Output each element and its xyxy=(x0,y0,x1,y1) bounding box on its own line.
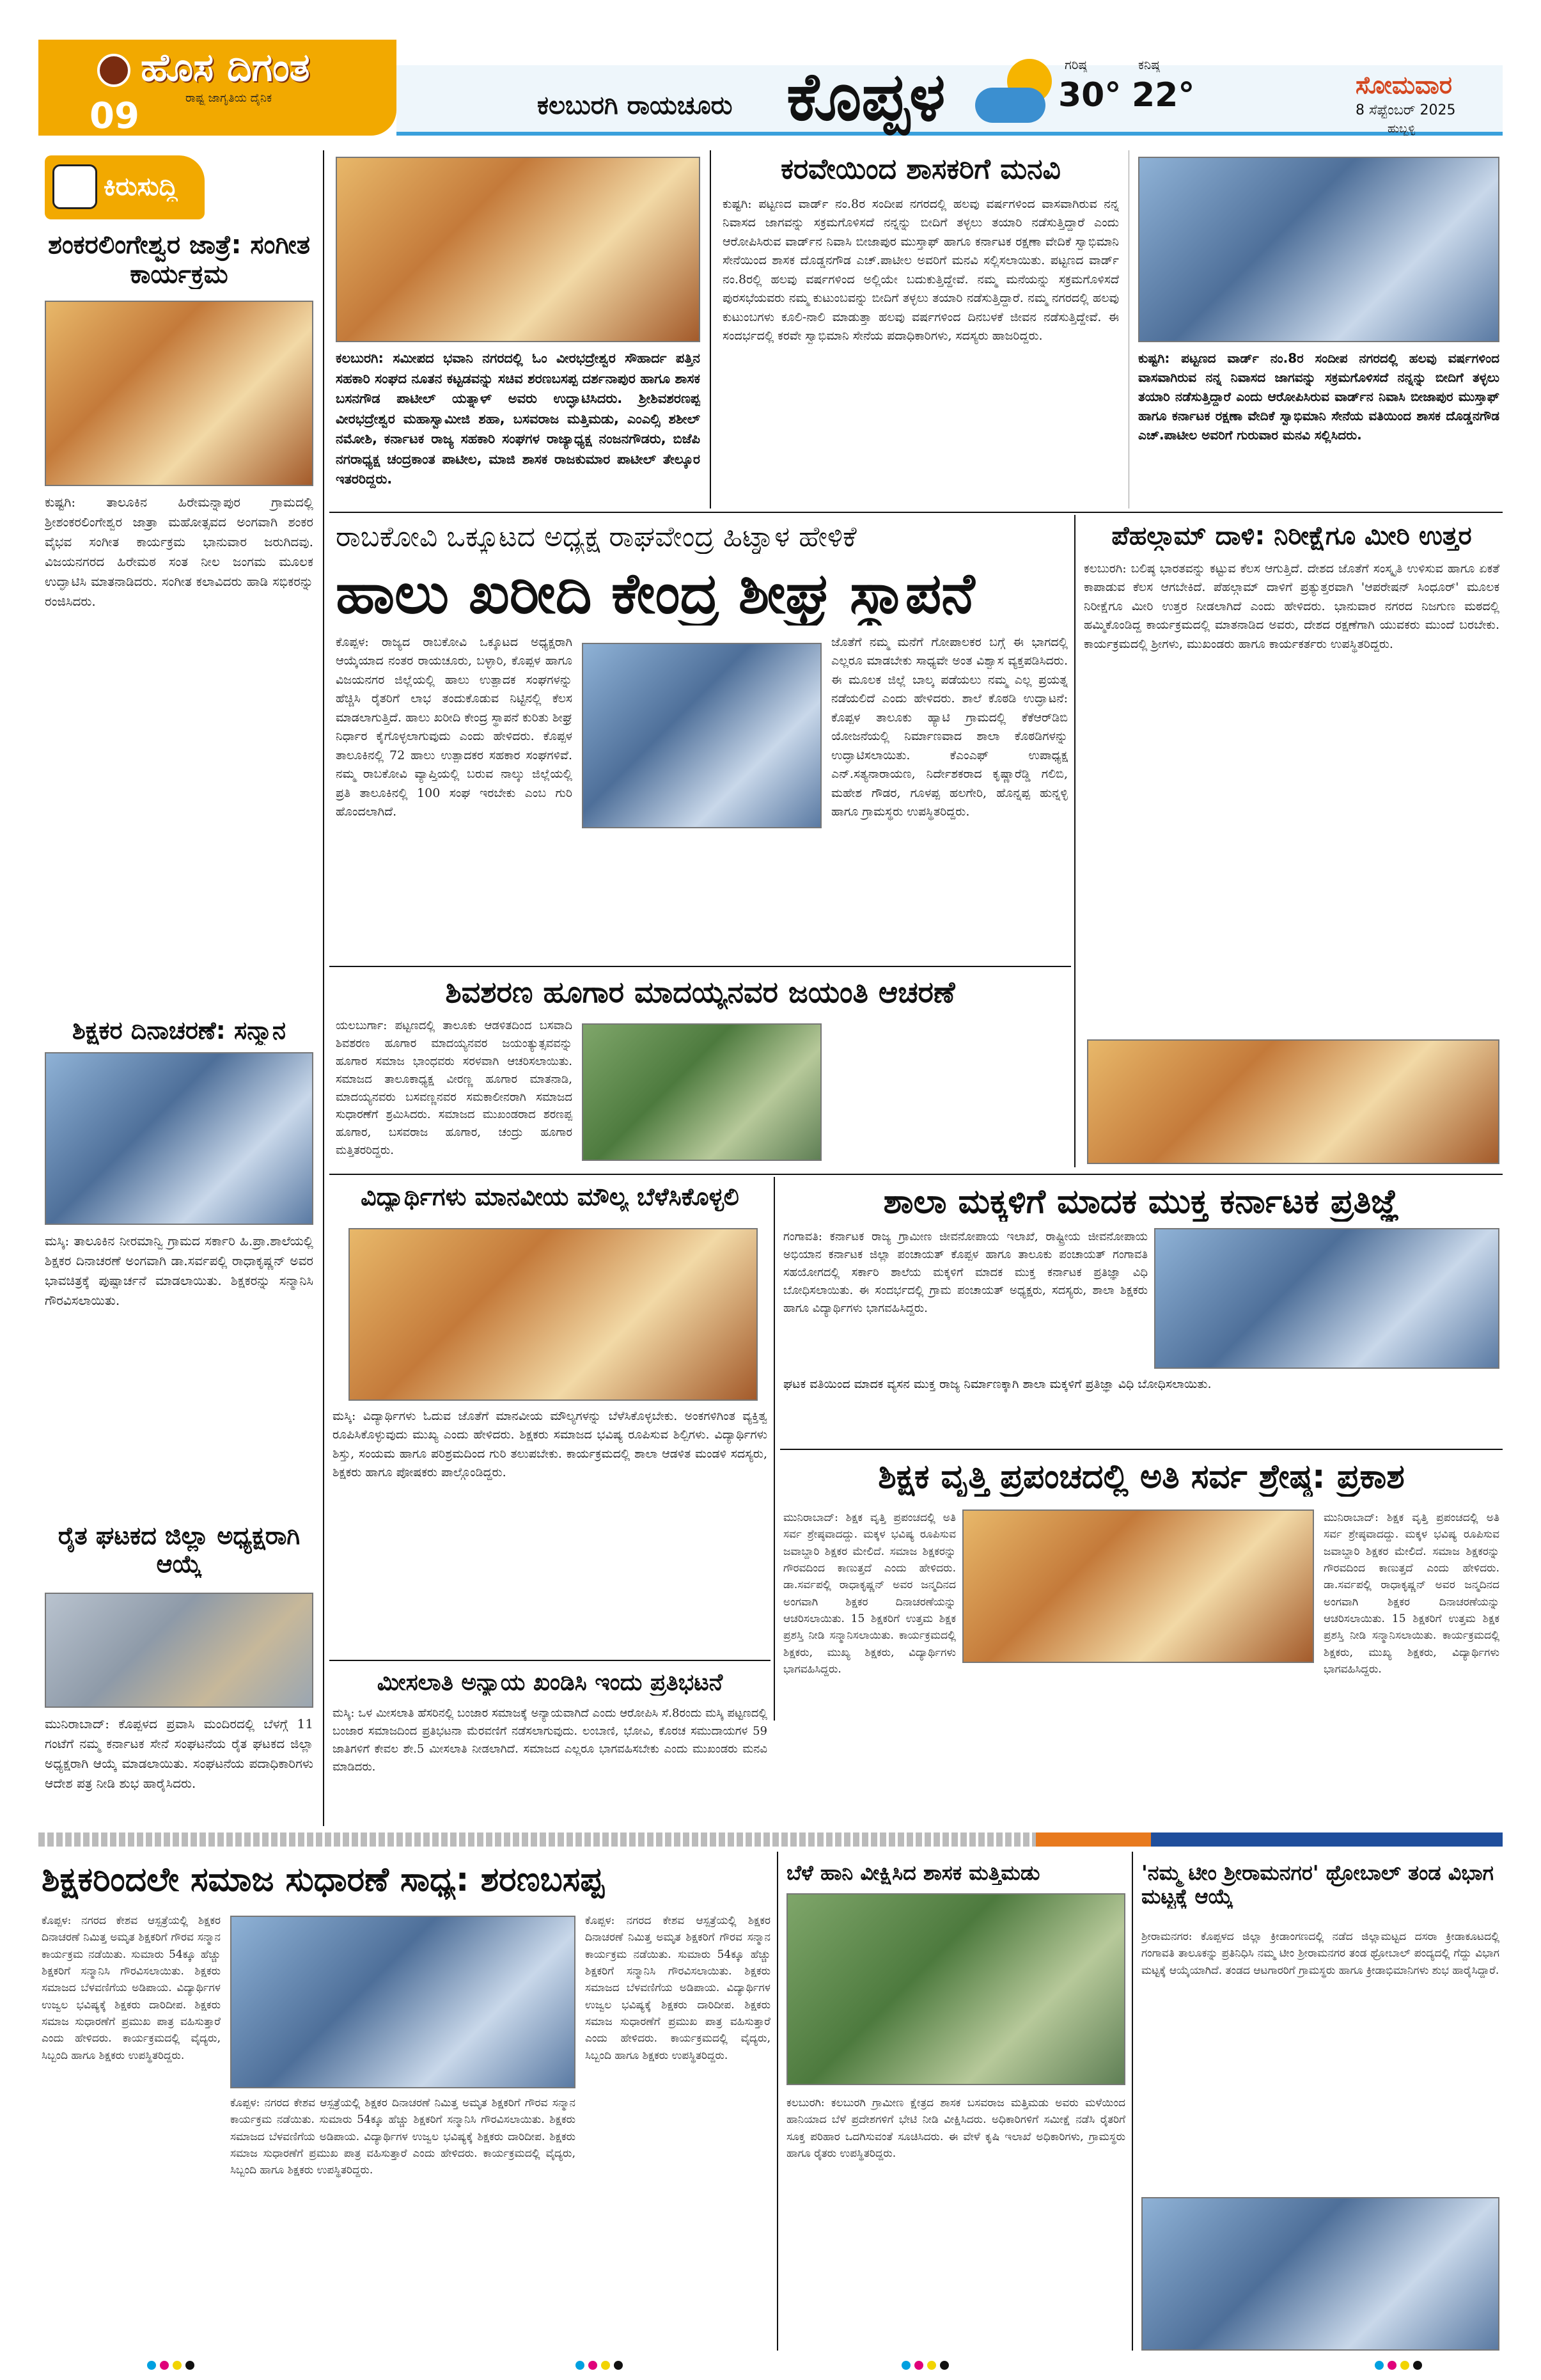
registration-marks-mid xyxy=(575,2360,652,2373)
reg-dot xyxy=(160,2361,169,2370)
masthead-city: ಕೊಪ್ಪಳ xyxy=(786,59,946,136)
pahalgam-body: ಕಲಬುರಗಿ: ಬಲಿಷ್ಠ ಭಾರತವನ್ನು ಕಟ್ಟುವ ಕೆಲಸ ಆಗುತ್ತಿದೆ. ದೇಶದ ಜೊತೆಗೆ ಸಂಸ್ಕೃತಿ ಉಳಿಸುವ ಹಾಗೂ ಏಕತೆ ಕಾಪಾಡುವ ಕೆಲಸ ಆಗಬೇಕಿದೆ. ಪೆಹಲ್ಗಾಮ್ ದಾಳಿಗೆ ಪ್ರತ್ಯುತ್ತರವಾಗಿ 'ಆಪರೇಷನ್ ಸಿಂಧೂರ್' ಮೂಲಕ ನಿರೀಕ್ಷೆಗೂ ಮೀರಿ ಉತ್ತರ ನೀಡಲಾಗಿದೆ ಎಂದು ಹೇಳಿದರು. ಭಾನುವಾರ ನಗರದ ನಿಜಗುಣ ಮಠದಲ್ಲಿ ಹಮ್ಮಿಕೊಂಡಿದ್ದ ಕಾರ್ಯಕ್ರಮದಲ್ಲಿ ಮಾತನಾಡಿದ ಅವರು, ದೇಶದ ರಕ್ಷಣೆಗಾಗಿ ಯುವಕರು ಮುಂದೆ ಬರಬೇಕು. ಕಾರ್ಯಕ್ರಮದಲ್ಲಿ ಶ್ರೀಗಳು, ಮುಖಂಡರು ಹಾಗೂ ಕಾರ್ಯಕರ್ತರು ಉಪಸ್ಥಿತರಿದ್ದರು. xyxy=(1084,562,1499,651)
sharanabasappa-body-3: ಕೊಪ್ಪಳ: ನಗರದ ಕೇಶವ ಆಸ್ಪತ್ರೆಯಲ್ಲಿ ಶಿಕ್ಷಕರ ದಿನಾಚರಣೆ ನಿಮಿತ್ತ ಅಮೃತ ಶಿಕ್ಷಕರಿಗೆ ಗೌರವ ಸನ್ಮಾನ ಕಾರ್ಯಕ್ರಮ ನಡೆಯಿತು. ಸುಮಾರು 54ಕ್ಕೂ ಹೆಚ್ಚು ಶಿಕ್ಷಕರಿಗೆ ಸನ್ಮಾನಿಸಿ ಗೌರವಿಸಲಾಯಿತು. ಶಿಕ್ಷಕರು ಸಮಾಜದ ಬೆಳವಣಿಗೆಯ ಅಡಿಪಾಯ. ವಿದ್ಯಾರ್ಥಿಗಳ ಉಜ್ವಲ ಭವಿಷ್ಯಕ್ಕೆ ಶಿಕ್ಷಕರು ದಾರಿದೀಪ. ಶಿಕ್ಷಕರು ಸಮಾಜ ಸುಧಾರಣೆಗೆ ಪ್ರಮುಖ ಪಾತ್ರ ವಹಿಸುತ್ತಾರೆ ಎಂದು ಹೇಳಿದರು. ಕಾರ್ಯಕ್ರಮದಲ್ಲಿ ವೈದ್ಯರು, ಸಿಬ್ಬಂದಿ ಹಾಗೂ ಶಿಕ್ಷಕರು ಉಪಸ್ಥಿತರಿದ್ದರು. xyxy=(585,1914,770,2062)
brief-3-body: ಮುನಿರಾಬಾದ್: ಕೊಪ್ಪಳದ ಪ್ರವಾಸಿ ಮಂದಿರದಲ್ಲಿ ಬೆಳಗ್ಗೆ 11 ಗಂಟೆಗೆ ನಮ್ಮ ಕರ್ನಾಟಕ ಸೇನೆ ಸಂಘಟನೆಯ ರೈತ ಘಟಕದ ಜಿಲ್ಲಾ ಅಧ್ಯಕ್ಷರಾಗಿ ಆಯ್ಕೆ ಮಾಡಲಾಯಿತು. ಸಂಘಟನೆಯ ಪದಾಧಿಕಾರಿಗಳು ಆದೇಶ ಪತ್ರ ನೀಡಿ ಶುಭ ಹಾರೈಸಿದರು. xyxy=(45,1716,313,1791)
meesalati-body: ಮಸ್ಕಿ: ಒಳ ಮೀಸಲಾತಿ ಹೆಸರಿನಲ್ಲಿ ಬಂಜಾರ ಸಮಾಜಕ್ಕೆ ಅನ್ಯಾಯವಾಗಿದೆ ಎಂದು ಆರೋಪಿಸಿ ಸೆ.8ರಂದು ಮಸ್ಕಿ ಪಟ್ಟಣದಲ್ಲಿ ಬಂಜಾರ ಸಮಾಜದಿಂದ ಪ್ರತಿಭಟನಾ ಮೆರವಣಿಗೆ ನಡೆಸಲಾಗುವುದು. ಲಂಬಾಣಿ, ಭೋವಿ, ಕೊರಚ ಸಮುದಾಯಗಳ 59 ಜಾತಿಗಳಿಗೆ ಕೇವಲ ಶೇ.5 ಮೀಸಲಾತಿ ನೀಡಲಾಗಿದೆ. ಸಮಾಜದ ಎಲ್ಲರೂ ಭಾಗವಹಿಸಬೇಕು ಎಂದು ಮುಖಂಡರು ಮನವಿ ಮಾಡಿದರು. xyxy=(332,1706,767,1774)
brief-3-title: ರೈತ ಘಟಕದ ಜಿಲ್ಲಾ ಅಧ್ಯಕ್ಷರಾಗಿ ಆಯ್ಕೆ xyxy=(58,1522,301,1578)
pointing-hand-icon xyxy=(52,164,97,209)
lead-kicker: ರಾಬಕೋವಿ ಒಕ್ಕೂಟದ ಅಧ್ಯಕ್ಷ ರಾಘವೇಂದ್ರ ಹಿಟ್ನಾಳ ಹೇಳಿಕೆ xyxy=(336,521,857,553)
reg-dot xyxy=(902,2361,911,2370)
meesalati-title: ಮೀಸಲಾತಿ ಅನ್ಯಾಯ ಖಂಡಿಸಿ ಇಂದು ಪ್ರತಿಭಟನೆ xyxy=(377,1669,723,1696)
story-kalaburagi-coop xyxy=(329,150,707,508)
story-meesalati xyxy=(329,1663,770,1829)
lead-photo xyxy=(582,643,822,828)
weather-icon xyxy=(975,59,1058,129)
shikshaka-photo xyxy=(962,1509,1314,1663)
shikshaka-body-2: ಮುನಿರಾಬಾದ್: ಶಿಕ್ಷಕ ವೃತ್ತಿ ಪ್ರಪಂಚದಲ್ಲಿ ಅತಿ ಸರ್ವ ಶ್ರೇಷ್ಠವಾದದ್ದು. ಮಕ್ಕಳ ಭವಿಷ್ಯ ರೂಪಿಸುವ ಜವಾಬ್ದಾರಿ ಶಿಕ್ಷಕರ ಮೇಲಿದೆ. ಸಮಾಜ ಶಿಕ್ಷಕರನ್ನು ಗೌರವದಿಂದ ಕಾಣುತ್ತದೆ ಎಂದು ಹೇಳಿದರು. ಡಾ.ಸರ್ವಪಲ್ಲಿ ರಾಧಾಕೃಷ್ಣನ್ ಅವರ ಜನ್ಮದಿನದ ಅಂಗವಾಗಿ ಶಿಕ್ಷಕರ ದಿನಾಚರಣೆಯನ್ನು ಆಚರಿಸಲಾಯಿತು. 15 ಶಿಕ್ಷಕರಿಗೆ ಉತ್ತಮ ಶಿಕ್ಷಕ ಪ್ರಶಸ್ತಿ ನೀಡಿ ಸನ್ಮಾನಿಸಲಾಯಿತು. ಕಾರ್ಯಕ್ರಮದಲ್ಲಿ ಶಿಕ್ಷಕರು, ಮುಖ್ಯ ಶಿಕ್ಷಕರು, ವಿದ್ಯಾರ್ಥಿಗಳು ಭಾಗವಹಿಸಿದ್ದರು. xyxy=(1324,1511,1499,1676)
story-pahalgam xyxy=(1081,515,1503,1039)
bele-body: ಕಲಬುರಗಿ: ಕಲಬುರಗಿ ಗ್ರಾಮೀಣ ಕ್ಷೇತ್ರದ ಶಾಸಕ ಬಸವರಾಜ ಮತ್ತಿಮಡು ಅವರು ಮಳೆಯಿಂದ ಹಾನಿಯಾದ ಬೆಳೆ ಪ್ರದೇಶಗಳಿಗೆ ಭೇಟಿ ನೀಡಿ ವೀಕ್ಷಿಸಿದರು. ಅಧಿಕಾರಿಗಳಿಗೆ ಸಮೀಕ್ಷೆ ನಡೆಸಿ ರೈತರಿಗೆ ಸೂಕ್ತ ಪರಿಹಾರ ಒದಗಿಸುವಂತೆ ಸೂಚಿಸಿದರು. ಈ ವೇಳೆ ಕೃಷಿ ಇಲಾಖೆ ಅಧಿಕಾರಿಗಳು, ಗ್ರಾಮಸ್ಥರು ಹಾಗೂ ರೈತರು ಉಪಸ್ಥಿತರಿದ್ದರು. xyxy=(786,2097,1125,2161)
min-temp: 22° xyxy=(1132,77,1195,114)
sharanabasappa-body-2: ಕೊಪ್ಪಳ: ನಗರದ ಕೇಶವ ಆಸ್ಪತ್ರೆಯಲ್ಲಿ ಶಿಕ್ಷಕರ ದಿನಾಚರಣೆ ನಿಮಿತ್ತ ಅಮೃತ ಶಿಕ್ಷಕರಿಗೆ ಗೌರವ ಸನ್ಮಾನ ಕಾರ್ಯಕ್ರಮ ನಡೆಯಿತು. ಸುಮಾರು 54ಕ್ಕೂ ಹೆಚ್ಚು ಶಿಕ್ಷಕರಿಗೆ ಸನ್ಮಾನಿಸಿ ಗೌರವಿಸಲಾಯಿತು. ಶಿಕ್ಷಕರು ಸಮಾಜದ ಬೆಳವಣಿಗೆಯ ಅಡಿಪಾಯ. ವಿದ್ಯಾರ್ಥಿಗಳ ಉಜ್ವಲ ಭವಿಷ್ಯಕ್ಕೆ ಶಿಕ್ಷಕರು ದಾರಿದೀಪ. ಶಿಕ್ಷಕರು ಸಮಾಜ ಸುಧಾರಣೆಗೆ ಪ್ರಮುಖ ಪಾತ್ರ ವಹಿಸುತ್ತಾರೆ ಎಂದು ಹೇಳಿದರು. ಕಾರ್ಯಕ್ರಮದಲ್ಲಿ ವೈದ್ಯರು, ಸಿಬ್ಬಂದಿ ಹಾಗೂ ಶಿಕ್ಷಕರು ಉಪಸ್ಥಿತರಿದ್ದರು. xyxy=(230,2097,575,2177)
students-photo xyxy=(348,1228,758,1401)
shivasharana-photo xyxy=(582,1023,822,1161)
reg-dot xyxy=(927,2361,936,2370)
logo-text: ಹೊಸ ದಿಗಂತ xyxy=(141,46,310,90)
reg-dot xyxy=(173,2361,182,2370)
reg-dot xyxy=(575,2361,584,2370)
shivasharana-body: ಯಲಬುರ್ಗಾ: ಪಟ್ಟಣದಲ್ಲಿ ತಾಲೂಕು ಆಡಳಿತದಿಂದ ಬಸವಾದಿ ಶಿವಶರಣ ಹೂಗಾರ ಮಾದಯ್ಯನವರ ಜಯಂತ್ಯುತ್ಸವವನ್ನು ಹೂಗಾರ ಸಮಾಜ ಭಾಂಧವರು ಸರಳವಾಗಿ ಆಚರಿಸಲಾಯಿತು. ಸಮಾಜದ ತಾಲೂಕಾಧ್ಯಕ್ಷ ವೀರಣ್ಣ ಹೂಗಾರ ಮಾತನಾಡಿ, ಮಾದಯ್ಯನವರು ಬಸವಣ್ಣನವರ ಸಮಕಾಲೀನರಾಗಿ ಸಮಾಜದ ಸುಧಾರಣೆಗೆ ಶ್ರಮಿಸಿದರು. ಸಮಾಜದ ಮುಖಂಡರಾದ ಶರಣಪ್ಪ ಹೂಗಾರ, ಬಸವರಾಜ ಹೂಗಾರ, ಚಂದ್ರು ಹೂಗಾರ ಮತ್ತಿತರರಿದ್ದರು. xyxy=(336,1019,572,1158)
masthead xyxy=(38,40,1503,136)
brief-2-photo xyxy=(45,1052,313,1225)
lead-col-3: ಜೊತೆಗೆ ನಮ್ಮ ಮನೆಗೆ ಗೋಪಾಲಕರ ಬಗ್ಗೆ ಈ ಭಾಗದಲ್ಲಿ ಎಲ್ಲರೂ ಮಾಡಬೇಕು ಸಾಧ್ಯವೇ ಅಂತ ವಿಶ್ವಾಸ ವ್ಯಕ್ತಪಡಿಸಿದರು. ಈ ಮೂಲಕ ಜಿಲ್ಲೆ ಬಾಲ್ಕ ಪಡೆಯಲು ನಮ್ಮ ಎಲ್ಲ ಪ್ರಯತ್ನ ನಡೆಯಲಿದೆ ಎಂದು ಹೇಳಿದರು. ಶಾಲೆ ಕೊಠಡಿ ಉದ್ಘಾಟನೆ: ಕೊಪ್ಪಳ ತಾಲೂಕು ಹ್ಯಾಟಿ ಗ್ರಾಮದಲ್ಲಿ ಕೆಕೆಆರ್‌ಡಿಬಿ ಯೋಜನೆಯಲ್ಲಿ ನಿರ್ಮಾಣವಾದ ಶಾಲಾ ಕೊಠಡಿಗಳನ್ನು ಉದ್ಘಾಟಿಸಲಾಯಿತು. ಕೆಎಂಎಫ್ ಉಪಾಧ್ಯಕ್ಷ ಎನ್.ಸತ್ಯನಾರಾಯಣ, ನಿರ್ದೇಶಕರಾದ ಕೃಷ್ಣಾರೆಡ್ಡಿ ಗಲಿಬಿ, ಮಹೇಶ ಗೌಡರ, ಗೂಳಪ್ಪ ಹಲಗೇರಿ, ಹೊನ್ನಪ್ಪ ಹುನ್ನಳ್ಳಿ ಹಾಗೂ ಗ್ರಾಮಸ್ಥರು ಉಪಸ್ಥಿತರಿದ್ದರು. xyxy=(831,635,1068,819)
logo-tagline: ರಾಷ್ಟ್ರ ಜಾಗೃತಿಯ ದೈನಿಕ xyxy=(185,92,272,105)
lead-headline: ಹಾಲು ಖರೀದಿ ಕೇಂದ್ರ ಶೀಘ್ರ ಸ್ಥಾಪನೆ xyxy=(336,561,975,626)
bele-title: ಬೆಳೆ ಹಾನಿ ವೀಕ್ಷಿಸಿದ ಶಾಸಕ ಮತ್ತಿಮಡು xyxy=(786,1861,1040,1885)
karave-body: ಕುಷ್ಟಗಿ: ಪಟ್ಟಣದ ವಾರ್ಡ್ ನಂ.8ರ ಸಂದೀಪ ನಗರದಲ್ಲಿ ಹಲವು ವರ್ಷಗಳಿಂದ ವಾಸವಾಗಿರುವ ನನ್ನ ನಿವಾಸದ ಜಾಗವನ್ನು ಸಕ್ರಮಗೊಳಿಸದೆ ನನ್ನನ್ನು ಬೀದಿಗೆ ತಳ್ಳಲು ತಯಾರಿ ನಡೆಸುತ್ತಿದ್ದಾರೆ ಎಂದು ಆರೋಪಿಸಿರುವ ವಾರ್ಡ್‌ನ ನಿವಾಸಿ ಬೀಜಾಪುರ ಮುಸ್ತಾಫ್ ಹಾಗೂ ಕರ್ನಾಟಕ ರಕ್ಷಣಾ ವೇದಿಕೆ ಸ್ವಾಭಿಮಾನಿ ಸೇನೆಯಿಂದ ಶಾಸಕ ದೊಡ್ಡನಗೌಡ ಎಚ್.ಪಾಟೀಲ ಅವರಿಗೆ ಮನವಿ ಸಲ್ಲಿಸಲಾಯಿತು. ಪಟ್ಟಣದ ವಾರ್ಡ್ ನಂ.8ರಲ್ಲಿ ಹಲವು ವರ್ಷಗಳಿಂದ ಅಲ್ಲಿಯೇ ಬದುಕುತ್ತಿದ್ದೇವೆ. ನಮ್ಮ ಮನೆಯನ್ನು ಸಕ್ರಮಗೊಳಿಸದೆ ಪುರಸಭೆಯವರು ನಮ್ಮ ಕುಟುಂಬವನ್ನು ಬೀದಿಗೆ ತಳ್ಳಲು ತಯಾರಿ ನಡೆಸುತ್ತಿದ್ದಾರೆ. ನಮ್ಮ ನಗರದಲ್ಲಿ ಹಲವು ಕುಟುಂಬಗಳು ಕೂಲಿ-ನಾಲಿ ಮಾಡುತ್ತಾ ಹಲವು ವರ್ಷಗಳಿಂದ ದಿನಬಳಕೆ ಜೀವನ ನಡೆಸುತ್ತಿದ್ದೇವೆ. ಈ ಸಂದರ್ಭದಲ್ಲಿ ಕರವೇ ಸ್ವಾಭಿಮಾನಿ ಸೇನೆಯ ಪದಾಧಿಕಾರಿಗಳು, ಸದಸ್ಯರು ಹಾಜರಿದ್ದರು. xyxy=(723,197,1119,343)
kirusuddi-badge xyxy=(45,155,205,219)
lead-story xyxy=(329,515,1071,963)
shikshaka-title: ಶಿಕ್ಷಕ ವೃತ್ತಿ ಪ್ರಪಂಚದಲ್ಲಿ ಅತಿ ಸರ್ವ ಶ್ರೇಷ್ಠ: ಪ್ರಕಾಶ xyxy=(878,1458,1405,1496)
kirusuddi-column xyxy=(38,150,320,1826)
section-divider xyxy=(38,1832,1503,1847)
story-shivasharana xyxy=(329,969,1071,1167)
sharanabasappa-body: ಕೊಪ್ಪಳ: ನಗರದ ಕೇಶವ ಆಸ್ಪತ್ರೆಯಲ್ಲಿ ಶಿಕ್ಷಕರ ದಿನಾಚರಣೆ ನಿಮಿತ್ತ ಅಮೃತ ಶಿಕ್ಷಕರಿಗೆ ಗೌರವ ಸನ್ಮಾನ ಕಾರ್ಯಕ್ರಮ ನಡೆಯಿತು. ಸುಮಾರು 54ಕ್ಕೂ ಹೆಚ್ಚು ಶಿಕ್ಷಕರಿಗೆ ಸನ್ಮಾನಿಸಿ ಗೌರವಿಸಲಾಯಿತು. ಶಿಕ್ಷಕರು ಸಮಾಜದ ಬೆಳವಣಿಗೆಯ ಅಡಿಪಾಯ. ವಿದ್ಯಾರ್ಥಿಗಳ ಉಜ್ವಲ ಭವಿಷ್ಯಕ್ಕೆ ಶಿಕ್ಷಕರು ದಾರಿದೀಪ. ಶಿಕ್ಷಕರು ಸಮಾಜ ಸುಧಾರಣೆಗೆ ಪ್ರಮುಖ ಪಾತ್ರ ವಹಿಸುತ್ತಾರೆ ಎಂದು ಹೇಳಿದರು. ಕಾರ್ಯಕ್ರಮದಲ್ಲಿ ವೈದ್ಯರು, ಸಿಬ್ಬಂದಿ ಹಾಗೂ ಶಿಕ್ಷಕರು ಉಪಸ್ಥಿತರಿದ್ದರು. xyxy=(42,1914,221,2062)
reg-dot xyxy=(601,2361,610,2370)
logo-emblem-icon xyxy=(97,54,130,87)
reg-dot xyxy=(614,2361,623,2370)
reg-dot xyxy=(1375,2361,1384,2370)
bele-photo xyxy=(786,1893,1125,2085)
kirusuddi-label: ಕಿರುಸುದ್ದಿ xyxy=(104,172,178,201)
story-sharanabasappa xyxy=(38,1852,774,2351)
registration-marks-right xyxy=(902,2360,978,2373)
registration-marks-left xyxy=(147,2360,224,2373)
nasha-title: ಶಾಲಾ ಮಕ್ಕಳಿಗೆ ಮಾದಕ ಮುಕ್ತ ಕರ್ನಾಟಕ ಪ್ರತಿಜ್ಞೆ xyxy=(883,1183,1400,1221)
masthead-day: ಸೋಮವಾರ xyxy=(1356,72,1452,99)
story-throwball xyxy=(1138,1852,1503,2351)
max-temp: 30° xyxy=(1058,77,1122,114)
masthead-date: 8 ಸೆಪ್ಟೆಂಬರ್ 2025 xyxy=(1356,102,1456,118)
throwball-body: ಶ್ರೀರಾಮನಗರ: ಕೊಪ್ಪಳದ ಜಿಲ್ಲಾ ಕ್ರೀಡಾಂಗಣದಲ್ಲಿ ನಡೆದ ಜಿಲ್ಲಾಮಟ್ಟದ ದಸರಾ ಕ್ರೀಡಾಕೂಟದಲ್ಲಿ ಗಂಗಾವತಿ ತಾಲೂಕನ್ನು ಪ್ರತಿನಿಧಿಸಿ ನಮ್ಮ ಟೀಂ ಶ್ರೀರಾಮನಗರ ತಂಡ ಥ್ರೋಬಾಲ್ ಪಂದ್ಯದಲ್ಲಿ ಗೆದ್ದು ವಿಭಾಗ ಮಟ್ಟಕ್ಕೆ ಆಯ್ಕೆಯಾಗಿದೆ. ತಂಡದ ಆಟಗಾರರಿಗೆ ಗ್ರಾಮಸ್ಥರು ಹಾಗೂ ಕ್ರೀಡಾಭಿಮಾನಿಗಳು ಶುಭ ಹಾರೈಸಿದ್ದಾರೆ. xyxy=(1141,1930,1499,1977)
reg-dot xyxy=(185,2361,194,2370)
nasha-photo xyxy=(1154,1228,1499,1369)
reg-dot xyxy=(1413,2361,1422,2370)
reg-dot xyxy=(1388,2361,1396,2370)
story-nasha xyxy=(780,1177,1503,1446)
karave-caption: ಕುಷ್ಟಗಿ: ಪಟ್ಟಣದ ವಾರ್ಡ್ ನಂ.8ರ ಸಂದೀಪ ನಗರದಲ್ಲಿ ಹಲವು ವರ್ಷಗಳಿಂದ ವಾಸವಾಗಿರುವ ನನ್ನ ನಿವಾಸದ ಜಾಗವನ್ನು ಸಕ್ರಮಗೊಳಿಸದೆ ನನ್ನನ್ನು ಬೀದಿಗೆ ತಳ್ಳಲು ತಯಾರಿ ನಡೆಸುತ್ತಿದ್ದಾರೆ ಎಂದು ಆರೋಪಿಸಿರುವ ವಾರ್ಡ್‌ನ ನಿವಾಸಿ ಬೀಜಾಪುರ ಮುಸ್ತಾಫ್ ಹಾಗೂ ಕರ್ನಾಟಕ ರಕ್ಷಣಾ ವೇದಿಕೆ ಸ್ವಾಭಿಮಾನಿ ಸೇನೆಯ ವತಿಯಿಂದ ಶಾಸಕ ದೊಡ್ಡನಗೌಡ ಎಚ್.ಪಾಟೀಲ ಅವರಿಗೆ ಗುರುವಾರ ಮನವಿ ಸಲ್ಲಿಸಿದರು. xyxy=(1138,351,1499,443)
reg-dot xyxy=(147,2361,156,2370)
nasha-caption: ಘಟಕ ವತಿಯಿಂದ ಮಾದಕ ವ್ಯಸನ ಮುಕ್ತ ರಾಜ್ಯ ನಿರ್ಮಾಣಕ್ಕಾಗಿ ಶಾಲಾ ಮಕ್ಕಳಿಗೆ ಪ್ರತಿಜ್ಞಾ ವಿಧಿ ಬೋಧಿಸಲಾಯಿತು. xyxy=(783,1377,1212,1391)
story-students xyxy=(329,1177,770,1657)
sharanabasappa-photo xyxy=(230,1916,575,2088)
reg-dot xyxy=(588,2361,597,2370)
reg-dot xyxy=(1400,2361,1409,2370)
sharanabasappa-title: ಶಿಕ್ಷಕರಿಂದಲೇ ಸಮಾಜ ಸುಧಾರಣೆ ಸಾಧ್ಯ: ಶರಣಬಸಪ್ಪ xyxy=(42,1861,604,1899)
story-bele xyxy=(783,1852,1129,2351)
reg-dot xyxy=(940,2361,949,2370)
brief-2-body: ಮಸ್ಕಿ: ತಾಲೂಕಿನ ನೀರಮಾನ್ವಿ ಗ್ರಾಮದ ಸರ್ಕಾರಿ ಹಿ.ಪ್ರಾ.ಶಾಲೆಯಲ್ಲಿ ಶಿಕ್ಷಕರ ದಿನಾಚರಣೆ ಅಂಗವಾಗಿ ಡಾ.ಸರ್ವಪಲ್ಲಿ ರಾಧಾಕೃಷ್ಣನ್ ಅವರ ಭಾವಚಿತ್ರಕ್ಕೆ ಪುಷ್ಪಾರ್ಚನೆ ಮಾಡಲಾಯಿತು. ಶಿಕ್ಷಕರನ್ನು ಸನ್ಮಾನಿಸಿ ಗೌರವಿಸಲಾಯಿತು. xyxy=(45,1233,313,1308)
students-title: ವಿದ್ಯಾರ್ಥಿಗಳು ಮಾನವೀಯ ಮೌಲ್ಯ ಬೆಳೆಸಿಕೊಳ್ಳಲಿ xyxy=(361,1183,739,1211)
brief-1-title: ಶಂಕರಲಿಂಗೇಶ್ವರ ಜಾತ್ರೆ: ಸಂಗೀತ ಕಾರ್ಯಕ್ರಮ xyxy=(48,230,310,289)
masthead-regions: ಕಲಬುರಗಿ ರಾಯಚೂರು xyxy=(537,91,733,120)
shikshaka-body: ಮುನಿರಾಬಾದ್: ಶಿಕ್ಷಕ ವೃತ್ತಿ ಪ್ರಪಂಚದಲ್ಲಿ ಅತಿ ಸರ್ವ ಶ್ರೇಷ್ಠವಾದದ್ದು. ಮಕ್ಕಳ ಭವಿಷ್ಯ ರೂಪಿಸುವ ಜವಾಬ್ದಾರಿ ಶಿಕ್ಷಕರ ಮೇಲಿದೆ. ಸಮಾಜ ಶಿಕ್ಷಕರನ್ನು ಗೌರವದಿಂದ ಕಾಣುತ್ತದೆ ಎಂದು ಹೇಳಿದರು. ಡಾ.ಸರ್ವಪಲ್ಲಿ ರಾಧಾಕೃಷ್ಣನ್ ಅವರ ಜನ್ಮದಿನದ ಅಂಗವಾಗಿ ಶಿಕ್ಷಕರ ದಿನಾಚರಣೆಯನ್ನು ಆಚರಿಸಲಾಯಿತು. 15 ಶಿಕ್ಷಕರಿಗೆ ಉತ್ತಮ ಶಿಕ್ಷಕ ಪ್ರಶಸ್ತಿ ನೀಡಿ ಸನ್ಮಾನಿಸಲಾಯಿತು. ಕಾರ್ಯಕ್ರಮದಲ್ಲಿ ಶಿಕ್ಷಕರು, ಮುಖ್ಯ ಶಿಕ್ಷಕರು, ವಿದ್ಯಾರ್ಥಿಗಳು ಭಾಗವಹಿಸಿದ್ದರು. xyxy=(783,1511,956,1676)
pahalgam-photo xyxy=(1087,1039,1499,1164)
brief-1-body: ಕುಷ್ಟಗಿ: ತಾಲೂಕಿನ ಹಿರೇಮನ್ನಾಪುರ ಗ್ರಾಮದಲ್ಲಿ ಶ್ರೀಶಂಕರಲಿಂಗೇಶ್ವರ ಜಾತ್ರಾ ಮಹೋತ್ಸವದ ಅಂಗವಾಗಿ ಶಂಕರ ವೈಭವ ಸಂಗೀತ ಕಾರ್ಯಕ್ರಮ ಭಾನುವಾರ ಜರುಗಿದವು. ವಿಜಯನಗರದ ಹಿರೇಮಠ ಸಂತ ನೀಲ ಜಂಗಮ ಮೂಲಕ ಉದ್ಘಾಟಿಸಿ ಮಾತನಾಡಿದರು. ಸಂಗೀತ ಕಲಾವಿದರು ಹಾಡಿ ಸಭಿಕರನ್ನು ರಂಜಿಸಿದರು. xyxy=(45,494,313,609)
nasha-body: ಗಂಗಾವತಿ: ಕರ್ನಾಟಕ ರಾಜ್ಯ ಗ್ರಾಮೀಣ ಜೀವನೋಪಾಯ ಇಲಾಖೆ, ರಾಷ್ಟ್ರೀಯ ಜೀವನೋಪಾಯ ಅಭಿಯಾನ ಕರ್ನಾಟಕ ಜಿಲ್ಲಾ ಪಂಚಾಯತ್ ಕೊಪ್ಪಳ ಹಾಗೂ ತಾಲೂಕು ಪಂಚಾಯತ್ ಗಂಗಾವತಿ ಸಹಯೋಗದಲ್ಲಿ ಸರ್ಕಾರಿ ಶಾಲೆಯ ಮಕ್ಕಳಿಗೆ ಮಾದಕ ಮುಕ್ತ ಕರ್ನಾಟಕ ಪ್ರತಿಜ್ಞಾ ವಿಧಿ ಬೋಧಿಸಲಾಯಿತು. ಈ ಸಂದರ್ಭದಲ್ಲಿ ಗ್ರಾಮ ಪಂಚಾಯತ್ ಅಧ್ಯಕ್ಷರು, ಸದಸ್ಯರು, ಶಾಲಾ ಶಿಕ್ಷಕರು ಹಾಗೂ ವಿದ್ಯಾರ್ಥಿಗಳು ಭಾಗವಹಿಸಿದ್ದರು. xyxy=(783,1230,1148,1315)
reg-dot xyxy=(914,2361,923,2370)
karave-photo xyxy=(1138,157,1499,342)
masthead-edition: ಹುಬ್ಬಳ್ಳಿ xyxy=(1388,123,1416,136)
coop-photo xyxy=(336,157,700,342)
story-karave xyxy=(716,150,1503,508)
students-body: ಮಸ್ಕಿ: ವಿದ್ಯಾರ್ಥಿಗಳು ಓದುವ ಜೊತೆಗೆ ಮಾನವೀಯ ಮೌಲ್ಯಗಳನ್ನು ಬೆಳೆಸಿಕೊಳ್ಳಬೇಕು. ಅಂಕಗಳಿಗಿಂತ ವ್ಯಕ್ತಿತ್ವ ರೂಪಿಸಿಕೊಳ್ಳುವುದು ಮುಖ್ಯ ಎಂದು ಹೇಳಿದರು. ಶಿಕ್ಷಕರು ಸಮಾಜದ ಭವಿಷ್ಯ ರೂಪಿಸುವ ಶಿಲ್ಪಿಗಳು. ವಿದ್ಯಾರ್ಥಿಗಳು ಶಿಸ್ತು, ಸಂಯಮ ಹಾಗೂ ಪರಿಶ್ರಮದಿಂದ ಗುರಿ ತಲುಪಬೇಕು. ಕಾರ್ಯಕ್ರಮದಲ್ಲಿ ಶಾಲಾ ಆಡಳಿತ ಮಂಡಳಿ ಸದಸ್ಯರು, ಶಿಕ್ಷಕರು ಹಾಗೂ ಪೋಷಕರು ಪಾಲ್ಗೊಂಡಿದ್ದರು. xyxy=(332,1409,767,1480)
karave-title: ಕರವೇಯಿಂದ ಶಾಸಕರಿಗೆ ಮನವಿ xyxy=(781,154,1061,185)
page-number: 09 xyxy=(90,96,139,136)
coop-caption: ಕಲಬುರಗಿ: ಸಮೀಪದ ಭವಾನಿ ನಗರದಲ್ಲಿ ಓಂ ವೀರಭದ್ರೇಶ್ವರ ಸೌಹಾರ್ದ ಪತ್ತಿನ ಸಹಕಾರಿ ಸಂಘದ ನೂತನ ಕಟ್ಟಡವನ್ನು ಸಚಿವ ಶರಣಬಸಪ್ಪ ದರ್ಶನಾಪುರ ಹಾಗೂ ಶಾಸಕ ಬಸನಗೌಡ ಪಾಟೀಲ್ ಯತ್ನಾಳ್ ಅವರು ಉದ್ಘಾಟಿಸಿದರು. ಶ್ರೀಶಿವಶರಣಪ್ಪ ವೀರಭದ್ರೇಶ್ವರ ಮಹಾಸ್ವಾಮೀಜಿ ಶಹಾ, ಬಸವರಾಜ ಮತ್ತಿಮಡು, ಎಂಎಲ್ಸಿ ಶಶೀಲ್ ನಮೋಶಿ, ಕರ್ನಾಟಕ ರಾಜ್ಯ ಸಹಕಾರಿ ಸಂಘಗಳ ರಾಜ್ಯಾಧ್ಯಕ್ಷ ನಂಜನಗೌಡರು, ಬಿಜೆಪಿ ನಗರಾಧ್ಯಕ್ಷ ಚಂದ್ರಕಾಂತ ಪಾಟೀಲ, ಮಾಜಿ ಶಾಸಕ ರಾಜಕುಮಾರ ಪಾಟೀಲ್ ತೇಲ್ಕೂರ ಇತರರಿದ್ದರು. xyxy=(336,351,700,487)
lead-col-1: ಕೊಪ್ಪಳ: ರಾಜ್ಯದ ರಾಬಕೋವಿ ಒಕ್ಕೂಟದ ಅಧ್ಯಕ್ಷರಾಗಿ ಆಯ್ಕೆಯಾದ ನಂತರ ರಾಯಚೂರು, ಬಳ್ಳಾರಿ, ಕೊಪ್ಪಳ ಹಾಗೂ ವಿಜಯನಗರ ಜಿಲ್ಲೆಯಲ್ಲಿ ಹಾಲು ಉತ್ಪಾದಕ ಸಂಘಗಳನ್ನು ಹೆಚ್ಚಿಸಿ ರೈತರಿಗೆ ಲಾಭ ತಂದುಕೊಡುವ ನಿಟ್ಟಿನಲ್ಲಿ ಕೆಲಸ ಮಾಡಲಾಗುತ್ತಿದೆ. ಹಾಲು ಖರೀದಿ ಕೇಂದ್ರ ಸ್ಥಾಪನೆ ಕುರಿತು ಶೀಘ್ರ ನಿರ್ಧಾರ ಕೈಗೊಳ್ಳಲಾಗುವುದು ಎಂದು ಹೇಳಿದರು. ಕೊಪ್ಪಳ ತಾಲೂಕಿನಲ್ಲಿ 72 ಹಾಲು ಉತ್ಪಾದಕರ ಸಹಕಾರ ಸಂಘಗಳಿವೆ. ನಮ್ಮ ರಾಬಕೋವಿ ವ್ಯಾಪ್ತಿಯಲ್ಲಿ ಬರುವ ನಾಲ್ಕು ಜಿಲ್ಲೆಯಲ್ಲಿ ಪ್ರತಿ ತಾಲೂಕಿನಲ್ಲಿ 100 ಸಂಘ ಇರಬೇಕು ಎಂಬ ಗುರಿ ಹೊಂದಲಾಗಿದೆ. xyxy=(336,635,572,819)
shivasharana-title: ಶಿವಶರಣ ಹೂಗಾರ ಮಾದಯ್ಯನವರ ಜಯಂತಿ ಆಚರಣೆ xyxy=(445,975,955,1009)
pahalgam-title: ಪೆಹಲ್ಗಾಮ್ ದಾಳಿ: ನಿರೀಕ್ಷೆಗೂ ಮೀರಿ ಉತ್ತರ xyxy=(1111,521,1472,551)
throwball-title: 'ನಮ್ಮ ಟೀಂ ಶ್ರೀರಾಮನಗರ' ಥ್ರೋಬಾಲ್ ತಂಡ ವಿಭಾಗ ಮಟ್ಟಕ್ಕೆ ಆಯ್ಕೆ xyxy=(1141,1861,1494,1909)
story-shikshaka xyxy=(780,1452,1503,1721)
min-temp-label: ಕನಿಷ್ಠ xyxy=(1138,58,1160,72)
max-temp-label: ಗರಿಷ್ಠ xyxy=(1065,58,1087,72)
registration-marks-far xyxy=(1375,2360,1451,2373)
brief-3-photo xyxy=(45,1593,313,1708)
brief-2-title: ಶಿಕ್ಷಕರ ದಿನಾಚರಣೆ: ಸನ್ಮಾನ xyxy=(72,1017,286,1044)
logo-block xyxy=(38,40,396,136)
throwball-photo xyxy=(1141,2197,1499,2351)
brief-1-photo xyxy=(45,301,313,486)
